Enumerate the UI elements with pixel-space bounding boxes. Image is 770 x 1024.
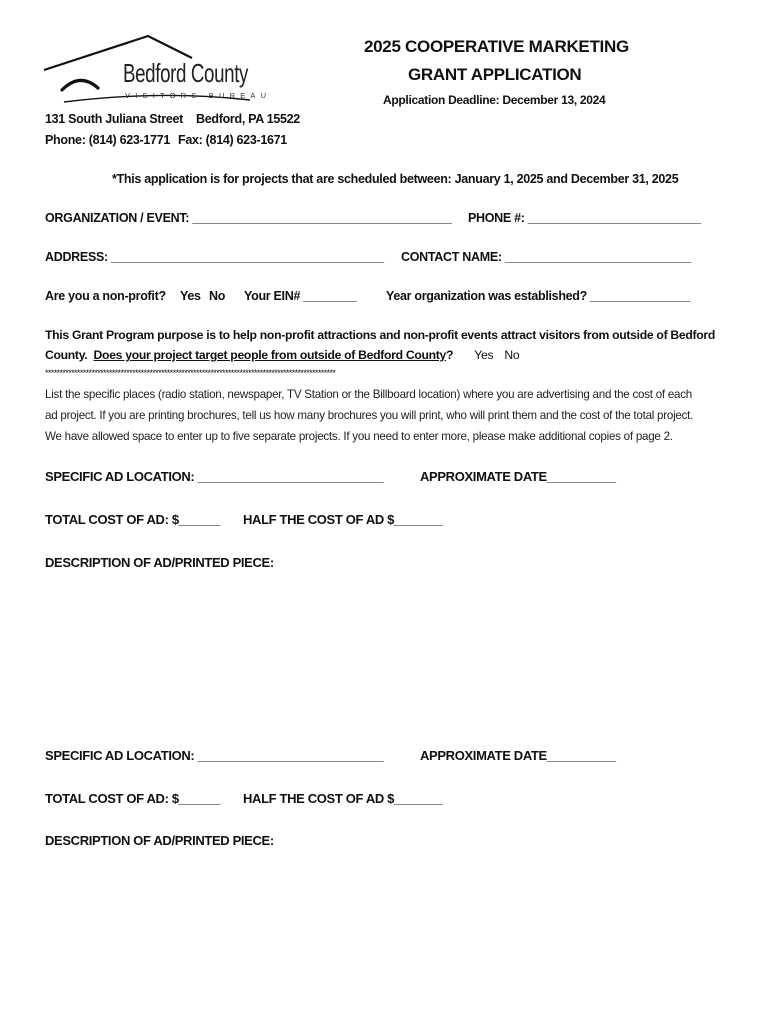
street-address: 131 South Juliana Street (45, 112, 183, 126)
specific-ad-location-field[interactable]: SPECIFIC AD LOCATION: ___________________________ (45, 469, 384, 484)
target-yes-option[interactable]: Yes (474, 348, 494, 362)
specific-ad-location-field[interactable]: SPECIFIC AD LOCATION: ___________________________ (45, 748, 384, 763)
description-label: DESCRIPTION OF AD/PRINTED PIECE: (45, 555, 274, 570)
phone-number: Phone: (814) 623-1771 (45, 133, 171, 147)
form-title-line2: GRANT APPLICATION (408, 65, 582, 84)
city-state-zip: Bedford, PA 15522 (196, 112, 300, 126)
organization-event-field[interactable]: ORGANIZATION / EVENT: _______________________________________ (45, 211, 452, 225)
half-cost-field[interactable]: HALF THE COST OF AD $_______ (243, 512, 443, 527)
approximate-date-field[interactable]: APPROXIMATE DATE__________ (420, 469, 616, 484)
target-question: Does your project target people from outside of Bedford County (93, 348, 447, 362)
purpose-county-text: County. (45, 348, 88, 362)
instructions-line3: We have allowed space to enter up to five separate projects. If you need to enter more, please make additional copies of page 2. (45, 430, 673, 443)
target-no-option[interactable]: No (504, 348, 520, 362)
phone-field[interactable]: PHONE #: __________________________ (468, 211, 701, 225)
nonprofit-question: Are you a non-profit? (45, 289, 166, 303)
star-divider: **************************************************************************************************** (45, 368, 336, 378)
instructions-line2: ad project. If you are printing brochures, tell us how many brochures you will print, who will print them and the cost of the total project. (45, 409, 694, 422)
nonprofit-yes-option[interactable]: Yes (180, 289, 201, 303)
logo-subtitle: VISITORS BUREAU (125, 91, 272, 100)
description-label: DESCRIPTION OF AD/PRINTED PIECE: (45, 833, 274, 848)
form-title-line1: 2025 COOPERATIVE MARKETING (364, 37, 629, 56)
total-cost-field[interactable]: TOTAL COST OF AD: $______ (45, 791, 220, 806)
application-deadline: Application Deadline: December 13, 2024 (383, 93, 606, 107)
ein-field[interactable]: Your EIN# ________ (244, 289, 357, 303)
year-established-field[interactable]: Year organization was established? _______________ (386, 289, 690, 303)
target-question-mark: ? (446, 348, 454, 362)
total-cost-field[interactable]: TOTAL COST OF AD: $______ (45, 512, 220, 527)
purpose-line2 (45, 348, 519, 362)
address-field[interactable]: ADDRESS: _________________________________________ (45, 250, 384, 264)
logo-name: Bedford County (123, 58, 249, 88)
half-cost-field[interactable]: HALF THE COST OF AD $_______ (243, 791, 443, 806)
schedule-notice: *This application is for projects that are scheduled between: January 1, 2025 and December 31, 2025 (112, 172, 679, 186)
instructions-line1: List the specific places (radio station, newspaper, TV Station or the Billboard location) where you are advertising and the cost of each (45, 388, 692, 401)
nonprofit-no-option[interactable]: No (209, 289, 226, 303)
purpose-line1: This Grant Program purpose is to help non-profit attractions and non-profit events attract visitors from outside of Bedford (45, 328, 716, 342)
approximate-date-field[interactable]: APPROXIMATE DATE__________ (420, 748, 616, 763)
fax-number: Fax: (814) 623-1671 (178, 133, 287, 147)
contact-name-field[interactable]: CONTACT NAME: ____________________________ (401, 250, 692, 264)
